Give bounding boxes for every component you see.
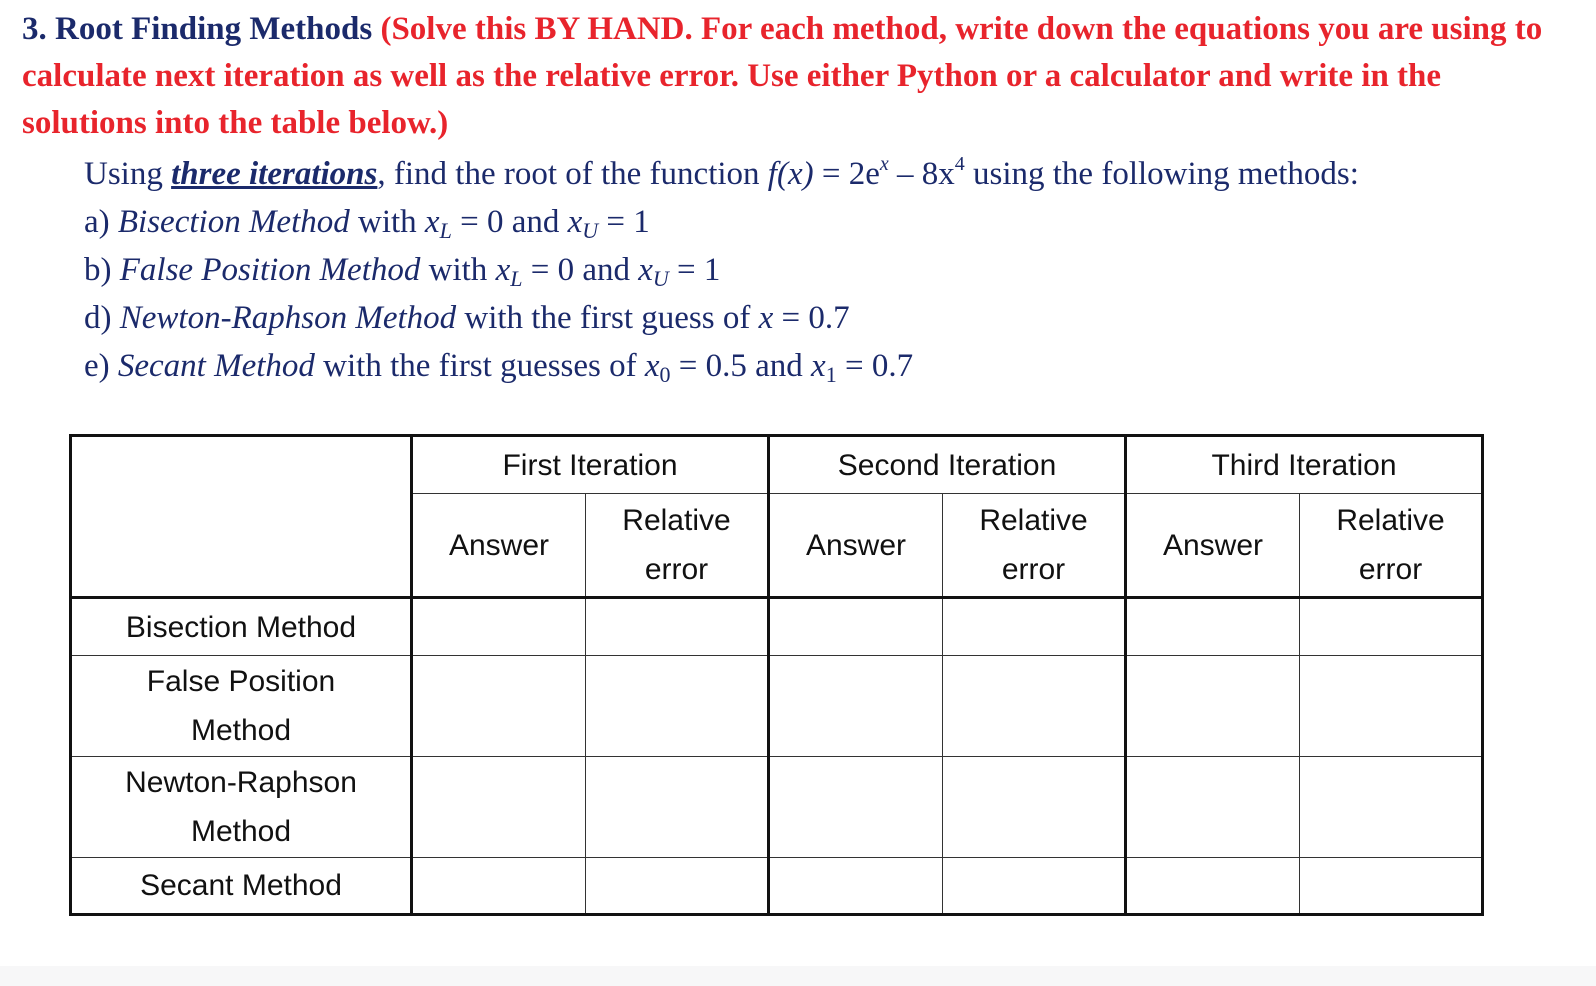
relative-error-cell[interactable]	[1300, 598, 1483, 656]
row-label-line2: Method	[190, 815, 292, 848]
item-val: = 0.7	[844, 348, 914, 384]
function-rhs-prefix: = 2e	[821, 156, 880, 192]
relative-error-cell[interactable]	[1300, 757, 1483, 858]
function-lhs: f(x)	[767, 156, 814, 192]
relative-error-cell[interactable]	[586, 757, 769, 858]
item-method: False Position Method	[119, 252, 421, 288]
answer-cell[interactable]	[769, 757, 943, 858]
item-label: d)	[84, 300, 112, 336]
answer-cell[interactable]	[412, 656, 586, 757]
third-iteration-header: Third Iteration	[1126, 436, 1483, 494]
item-var: x	[495, 252, 511, 288]
relative-label: Relative	[979, 504, 1088, 537]
item-method: Newton-Raphson Method	[119, 300, 457, 336]
answer-header: Answer	[769, 494, 943, 598]
first-iteration-header: First Iteration	[412, 436, 769, 494]
item-sub: L	[439, 218, 452, 243]
item-label: e)	[84, 348, 110, 384]
item-val: = 0.5 and	[678, 348, 803, 384]
table-row	[71, 656, 1483, 757]
relative-label: Relative	[622, 504, 731, 537]
relative-error-header	[586, 494, 769, 598]
function-exponent-2: 4	[954, 153, 965, 175]
row-label-line1: Newton-Raphson	[125, 766, 357, 799]
row-label-line1: False Position	[146, 665, 336, 698]
item-method: Secant Method	[117, 348, 315, 384]
row-label-false-position	[71, 656, 412, 757]
function-rhs-middle: – 8x	[888, 156, 955, 192]
item-text: with	[428, 252, 488, 288]
problem-item-b	[84, 246, 1574, 294]
relative-error-header	[943, 494, 1126, 598]
relative-label: Relative	[1336, 504, 1445, 537]
answer-header: Answer	[1126, 494, 1300, 598]
relative-error-cell[interactable]	[586, 656, 769, 757]
problem-item-e	[84, 342, 1574, 390]
item-sub: 1	[825, 362, 837, 387]
problem-item-a	[84, 198, 1574, 246]
relative-error-cell[interactable]	[586, 598, 769, 656]
intro-emphasis: three iterations	[171, 156, 378, 192]
second-iteration-header: Second Iteration	[769, 436, 1126, 494]
answer-cell[interactable]	[1126, 858, 1300, 915]
item-val: = 0 and	[530, 252, 630, 288]
item-var: x	[644, 348, 660, 384]
relative-error-cell[interactable]	[586, 858, 769, 915]
function-exponent-1: x	[879, 153, 889, 175]
item-sub: L	[510, 266, 523, 291]
item-text: with the first guess of	[464, 300, 751, 336]
table-row	[71, 757, 1483, 858]
row-label-line2: Method	[190, 714, 292, 747]
item-val: = 1	[677, 252, 721, 288]
item-var: x	[638, 252, 653, 288]
answer-cell[interactable]	[769, 858, 943, 915]
answer-cell[interactable]	[1126, 656, 1300, 757]
answer-cell[interactable]	[412, 757, 586, 858]
bottom-margin	[0, 966, 1596, 986]
error-label: error	[1001, 553, 1066, 586]
item-var: x	[424, 204, 440, 240]
answer-cell[interactable]	[412, 858, 586, 915]
relative-error-cell[interactable]	[1300, 858, 1483, 915]
iteration-header-row	[71, 436, 1483, 494]
problem-item-d	[84, 294, 1574, 342]
answer-cell[interactable]	[769, 598, 943, 656]
answer-cell[interactable]	[769, 656, 943, 757]
error-label: error	[1358, 553, 1423, 586]
question-number-title: 3. Root Finding Methods	[22, 11, 373, 47]
table-row	[71, 598, 1483, 656]
item-sub: U	[582, 218, 599, 243]
item-val: = 0.7	[781, 300, 850, 336]
item-sub: U	[652, 266, 669, 291]
item-text: with the first guesses of	[323, 348, 637, 384]
item-val: = 1	[606, 204, 650, 240]
item-label: b)	[84, 252, 112, 288]
relative-error-cell[interactable]	[943, 656, 1126, 757]
answer-header: Answer	[412, 494, 586, 598]
problem-intro	[84, 150, 1574, 198]
answer-cell[interactable]	[1126, 757, 1300, 858]
item-var: x	[567, 204, 583, 240]
item-val: = 0 and	[460, 204, 560, 240]
answer-cell[interactable]	[1126, 598, 1300, 656]
relative-error-cell[interactable]	[943, 598, 1126, 656]
question-instructions: (Solve this BY HAND. For each method, write down the equations you are using to calculate next iteration as well as the relative error. Use either Python or a calculator and write in the solutions into the table below.)	[22, 11, 1543, 141]
item-var: x	[758, 300, 774, 336]
corner-cell	[71, 436, 412, 598]
item-text: with	[358, 204, 417, 240]
intro-prefix: Using	[84, 156, 163, 192]
item-label: a)	[84, 204, 110, 240]
relative-error-cell[interactable]	[1300, 656, 1483, 757]
item-var: x	[811, 348, 826, 384]
item-sub: 0	[659, 362, 671, 387]
table-row	[71, 858, 1483, 915]
relative-error-cell[interactable]	[943, 757, 1126, 858]
intro-middle: , find the root of the function	[377, 156, 760, 192]
relative-error-header	[1300, 494, 1483, 598]
results-table	[69, 434, 1484, 916]
row-label-bisection: Bisection Method	[71, 598, 412, 656]
row-label-newton-raphson	[71, 757, 412, 858]
question-heading	[22, 6, 1567, 147]
error-label: error	[644, 553, 709, 586]
row-label-secant: Secant Method	[71, 858, 412, 915]
problem-statement	[84, 150, 1574, 390]
relative-error-cell[interactable]	[943, 858, 1126, 915]
intro-suffix: using the following methods:	[973, 156, 1359, 192]
item-method: Bisection Method	[117, 204, 350, 240]
answer-cell[interactable]	[412, 598, 586, 656]
